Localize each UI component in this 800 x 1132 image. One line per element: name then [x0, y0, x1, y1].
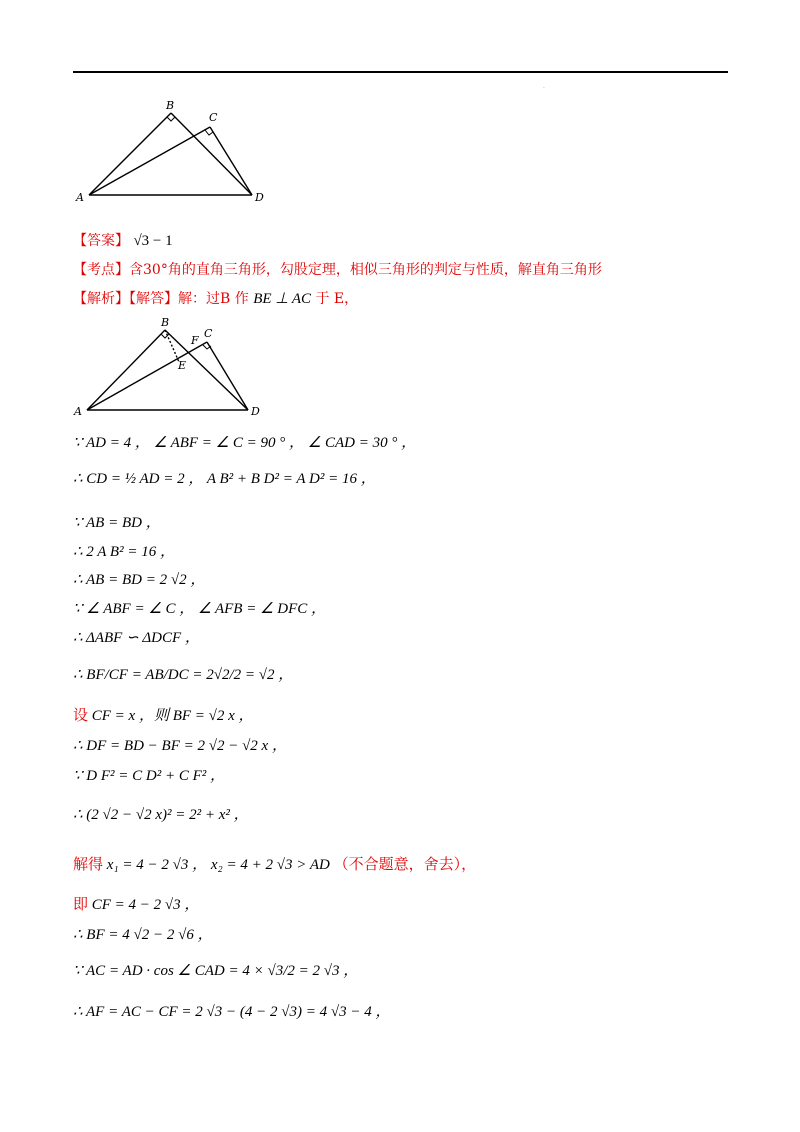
kaodian-line	[73, 260, 602, 280]
step-10: ∴ DF = BD − BF = 2 √2 − √2 x ，	[73, 738, 287, 754]
step-6: ∵ ∠ ABF = ∠ C ， ∠ AFB = ∠ DFC ，	[73, 601, 327, 617]
jiexi-expr: BE ⊥ AC	[253, 291, 311, 307]
label-a: A	[76, 191, 84, 204]
label-b: B	[166, 99, 175, 112]
label-a2: A	[74, 405, 82, 418]
step-2: ∴ CD = ½ AD = 2 ， A B² + B D² = A D² = 16 ，	[73, 471, 376, 487]
label-f2: F	[191, 334, 199, 347]
label-c: C	[209, 111, 218, 124]
step-16: ∵ AC = AD · cos ∠ CAD = 4 × √3/2 = 2 √3 ，	[73, 963, 359, 979]
figure-1	[70, 95, 280, 210]
kaodian-tag: 【考点】	[73, 262, 129, 278]
answer-value: √3 − 1	[133, 233, 173, 249]
header-dot: ·	[543, 85, 545, 92]
jiexi-line	[73, 289, 358, 309]
step-14: 即 CF = 4 − 2 √3 ，	[73, 897, 200, 913]
label-e2: E	[178, 359, 187, 372]
label-c2: C	[204, 327, 213, 340]
figure-2	[70, 312, 280, 422]
step-1: ∵ AD = 4 ， ∠ ABF = ∠ C = 90 ° ， ∠ CAD = 30 ° ，	[73, 435, 417, 451]
step-3: ∵ AB = BD ，	[73, 515, 161, 531]
step-5: ∴ AB = BD = 2 √2 ，	[73, 572, 206, 588]
step-4: ∴ 2 A B² = 16 ，	[73, 544, 175, 560]
step-11: ∵ D F² = C D² + C F² ，	[73, 768, 226, 784]
step-9: 设 CF = x ，则 BF = √2 x ，	[73, 708, 254, 724]
jiexi-tail: 于 E，	[311, 291, 359, 307]
label-d2: D	[251, 405, 260, 418]
header-rule	[73, 71, 728, 73]
label-d: D	[255, 191, 264, 204]
answer-line	[73, 231, 173, 251]
step-15: ∴ BF = 4 √2 − 2 √6 ，	[73, 927, 213, 943]
step-7: ∴ ΔABF ∽ ΔDCF ，	[73, 630, 200, 646]
step-17: ∴ AF = AC − CF = 2 √3 − (4 − 2 √3) = 4 √3 − 4 ，	[73, 1004, 391, 1020]
kaodian-text: 含30°角的直角三角形，勾股定理，相似三角形的判定与性质，解直角三角形	[129, 262, 602, 278]
jiexi-tag: 【解析】【解答】解：过B 作	[73, 291, 249, 307]
label-b2: B	[161, 316, 170, 329]
step-13: 解得 x₁ = 4 − 2 √3 ， x₂ = 4 + 2 √3 > AD （不合题意，舍去），	[73, 857, 477, 873]
answer-tag: 【答案】	[73, 233, 129, 249]
step-12: ∴ (2 √2 − √2 x)² = 2² + x² ，	[73, 807, 249, 823]
step-8: ∴ BF/CF = AB/DC = 2√2/2 = √2 ，	[73, 667, 294, 683]
